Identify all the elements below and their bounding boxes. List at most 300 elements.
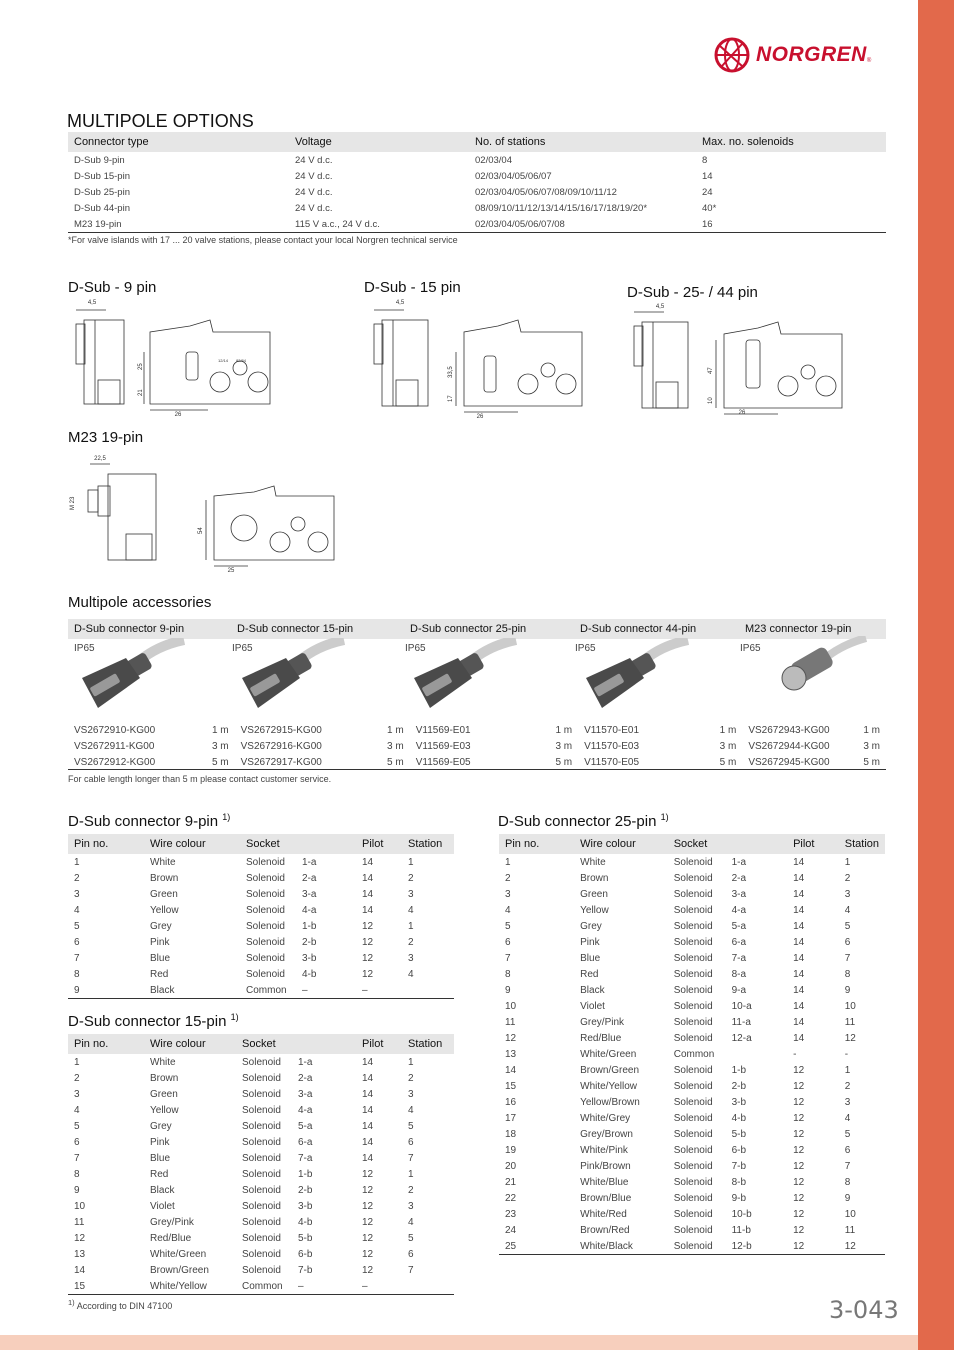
dsub15-dim-c: 17 bbox=[448, 395, 454, 402]
conn15-row-cell: Solenoid bbox=[242, 1056, 281, 1068]
multipole-row-cell: 8 bbox=[702, 154, 708, 166]
conn25-row-cell: 8-b bbox=[731, 1176, 747, 1188]
dsub15-dim-a: 4,5 bbox=[395, 300, 405, 306]
conn15-row-cell: 4-b bbox=[298, 1216, 313, 1228]
m23-dim-d: 25 bbox=[227, 568, 235, 574]
conn25-row-cell: 12 bbox=[793, 1112, 805, 1124]
accessories-order-list bbox=[68, 722, 886, 770]
conn25-row-cell: 8-a bbox=[731, 968, 747, 980]
dsub44-connector-image bbox=[580, 638, 690, 723]
din-footnote bbox=[68, 1298, 172, 1311]
conn25-row-cell: 4-a bbox=[731, 904, 747, 916]
conn9-row-cell: Pink bbox=[150, 936, 170, 948]
col-connector-type: Connector type bbox=[68, 132, 289, 152]
conn25-row-cell: 10-a bbox=[731, 1000, 752, 1012]
conn15-row-cell: Yellow bbox=[150, 1104, 179, 1116]
conn15-row bbox=[68, 1230, 454, 1246]
accessory-order-row bbox=[68, 722, 886, 738]
conn25-row-cell: 8 bbox=[505, 968, 511, 980]
conn9-row bbox=[68, 886, 454, 902]
acc-header-m23: M23 connector 19-pin bbox=[739, 619, 886, 639]
conn25-title-sup: 1) bbox=[660, 812, 669, 822]
conn25-row-cell: White bbox=[580, 856, 606, 868]
conn25-row bbox=[499, 1126, 885, 1142]
accessory-order-code: VS2672943-KG00 bbox=[748, 724, 830, 736]
multipole-options-table bbox=[68, 132, 886, 233]
conn25-row-cell: Solenoid bbox=[673, 1032, 713, 1044]
multipole-row bbox=[68, 152, 886, 168]
conn25-row-cell: 12 bbox=[793, 1224, 805, 1236]
conn25-row-cell: 1-b bbox=[731, 1064, 747, 1076]
accessories-title: Multipole accessories bbox=[68, 594, 212, 611]
multipole-row-cell: 24 V d.c. bbox=[295, 202, 333, 214]
conn25-row-cell: 9 bbox=[844, 984, 851, 996]
conn9-col-socket-id bbox=[296, 834, 356, 854]
conn25-row-cell: 18 bbox=[505, 1128, 517, 1140]
conn9-row-cell: Yellow bbox=[150, 904, 179, 916]
conn9-row-cell: 1-a bbox=[302, 856, 317, 868]
conn9-row bbox=[68, 870, 454, 886]
conn9-row-cell: 4 bbox=[408, 968, 414, 980]
conn25-row-cell: 6 bbox=[844, 936, 851, 948]
conn15-row-cell: 12 bbox=[74, 1232, 86, 1244]
conn9-row-cell: Solenoid bbox=[246, 936, 285, 948]
conn15-row-cell: Green bbox=[150, 1088, 178, 1100]
conn25-row-cell: 5 bbox=[844, 920, 851, 932]
m23-dim-c: 54 bbox=[198, 527, 204, 534]
conn25-row-cell: White/Grey bbox=[580, 1112, 631, 1124]
conn25-row-cell: Red/Blue bbox=[580, 1032, 622, 1044]
conn15-row-cell: 14 bbox=[362, 1056, 374, 1068]
conn25-row-cell: 2-a bbox=[731, 872, 747, 884]
conn15-row-cell: 2 bbox=[408, 1072, 414, 1084]
conn25-row-cell: Solenoid bbox=[673, 952, 713, 964]
accessory-order-code: V11569-E03 bbox=[415, 740, 471, 752]
conn25-row-cell: 14 bbox=[793, 952, 805, 964]
accessory-cable-length: 3 m bbox=[863, 740, 880, 752]
conn25-row-cell: Solenoid bbox=[673, 1080, 713, 1092]
conn9-row-cell: 2-a bbox=[302, 872, 317, 884]
multipole-row-cell: 08/09/10/11/12/13/14/15/16/17/18/19/20* bbox=[475, 202, 648, 214]
conn15-row-cell: 13 bbox=[74, 1248, 86, 1260]
conn15-row-cell: 14 bbox=[362, 1072, 374, 1084]
multipole-row bbox=[68, 200, 886, 216]
conn9-row bbox=[68, 966, 454, 982]
conn25-row-cell: 6 bbox=[844, 1144, 851, 1156]
conn25-col-socket: Socket bbox=[668, 834, 726, 854]
accessory-order-code: VS2672912-KG00 bbox=[74, 756, 156, 768]
side-accent-bar bbox=[918, 0, 954, 1350]
conn15-row-cell: 6-b bbox=[298, 1248, 313, 1260]
conn15-row bbox=[68, 1054, 454, 1070]
conn15-row-cell: 7 bbox=[408, 1264, 414, 1276]
conn25-row-cell: 5-a bbox=[731, 920, 747, 932]
dsub9-port-8284: 82/84 bbox=[236, 358, 247, 363]
brand-name: NORGREN bbox=[756, 43, 867, 66]
conn25-row-cell: Solenoid bbox=[673, 872, 713, 884]
conn9-row-cell: 12 bbox=[362, 968, 374, 980]
conn15-row-cell: 6-a bbox=[298, 1136, 313, 1148]
conn15-row-cell: 12 bbox=[362, 1200, 374, 1212]
conn25-row bbox=[499, 870, 885, 886]
conn15-row-cell: 8 bbox=[74, 1168, 80, 1180]
conn25-row bbox=[499, 1174, 885, 1190]
conn25-row-cell: 3-a bbox=[731, 888, 747, 900]
conn15-row bbox=[68, 1198, 454, 1214]
conn25-row bbox=[499, 1142, 885, 1158]
conn25-row-cell: 12 bbox=[793, 1064, 805, 1076]
conn25-col-station: Station bbox=[839, 834, 885, 854]
conn25-row bbox=[499, 1094, 885, 1110]
drawing-title-dsub9: D-Sub - 9 pin bbox=[68, 279, 157, 296]
conn15-row-cell: 11 bbox=[74, 1216, 85, 1228]
accessory-cable-length: 5 m bbox=[211, 756, 229, 768]
conn25-row-cell: 14 bbox=[793, 984, 805, 996]
multipole-row bbox=[68, 184, 886, 200]
conn25-row-cell: Solenoid bbox=[673, 888, 713, 900]
accessory-cable-length: 3 m bbox=[211, 740, 229, 752]
dsub9-dim-b: 25 bbox=[138, 363, 144, 370]
conn15-row-cell: Red/Blue bbox=[150, 1232, 192, 1244]
conn15-row-cell: Solenoid bbox=[242, 1264, 281, 1276]
multipole-row-cell: 24 bbox=[702, 186, 713, 198]
conn9-row-cell: 3-b bbox=[302, 952, 317, 964]
conn25-row-cell: 7 bbox=[844, 952, 851, 964]
conn25-row-cell: - bbox=[844, 1048, 849, 1060]
conn25-row-cell: 9-a bbox=[731, 984, 747, 996]
conn25-row-cell: 1-a bbox=[731, 856, 747, 868]
conn15-row-cell: Solenoid bbox=[242, 1120, 281, 1132]
conn15-row-cell: Solenoid bbox=[242, 1136, 281, 1148]
dsub25-dim-d: 26 bbox=[738, 410, 746, 416]
conn15-row-cell: 3-b bbox=[298, 1200, 313, 1212]
multipole-row-cell: D-Sub 44-pin bbox=[74, 202, 130, 214]
conn15-row-cell: White bbox=[150, 1056, 176, 1068]
conn9-col-pin: Pin no. bbox=[68, 834, 144, 854]
conn15-row bbox=[68, 1134, 454, 1150]
conn9-row bbox=[68, 902, 454, 918]
conn15-row-cell: 10 bbox=[74, 1200, 86, 1212]
conn25-row bbox=[499, 982, 885, 998]
multipole-row bbox=[68, 168, 886, 184]
conn9-row-cell: Solenoid bbox=[246, 856, 285, 868]
conn15-row-cell: 3-a bbox=[298, 1088, 313, 1100]
accessory-cable-length: 1 m bbox=[719, 724, 737, 736]
conn9-row-cell: 2 bbox=[408, 872, 414, 884]
conn9-row-cell: 3 bbox=[408, 952, 414, 964]
conn25-row-cell: 5 bbox=[505, 920, 511, 932]
accessory-order-code: VS2672945-KG00 bbox=[748, 756, 830, 768]
conn9-row bbox=[68, 950, 454, 966]
conn25-col-wire: Wire colour bbox=[574, 834, 668, 854]
conn15-row-cell: 9 bbox=[74, 1184, 80, 1196]
conn15-row-cell: 12 bbox=[362, 1184, 374, 1196]
m23-dim-a: 22,5 bbox=[94, 456, 106, 462]
conn25-row-cell: 1 bbox=[844, 856, 851, 868]
conn25-row bbox=[499, 1238, 885, 1255]
conn25-row-cell: 14 bbox=[793, 888, 805, 900]
m23-dim-b: M 23 bbox=[70, 496, 76, 510]
multipole-row-cell: 02/03/04/05/06/07/08 bbox=[475, 218, 565, 230]
conn25-row-cell: 7 bbox=[844, 1160, 851, 1172]
conn15-row-cell: – bbox=[362, 1280, 368, 1292]
conn15-row-cell bbox=[402, 1278, 454, 1295]
conn15-row-cell: 5-b bbox=[298, 1232, 313, 1244]
conn9-row bbox=[68, 918, 454, 934]
conn25-row-cell: 12 bbox=[793, 1240, 805, 1252]
conn25-row-cell: 14 bbox=[793, 936, 805, 948]
conn25-row-cell: 7 bbox=[505, 952, 511, 964]
conn25-row bbox=[499, 998, 885, 1014]
conn15-row-cell: 14 bbox=[362, 1152, 374, 1164]
conn15-row-cell: 1 bbox=[408, 1056, 414, 1068]
conn25-row-cell: Blue bbox=[580, 952, 601, 964]
multipole-row-cell: 02/03/04 bbox=[475, 154, 512, 166]
conn9-row-cell: – bbox=[362, 984, 368, 996]
conn25-table bbox=[499, 834, 885, 1255]
accessories-bottom-rule bbox=[68, 769, 886, 770]
conn25-row-cell: Common bbox=[673, 1048, 715, 1060]
dsub25-drawing bbox=[628, 300, 848, 430]
conn15-row-cell: 1 bbox=[408, 1168, 414, 1180]
conn25-row-cell: 4-b bbox=[731, 1112, 747, 1124]
conn25-row-cell: 6 bbox=[505, 936, 511, 948]
conn15-row bbox=[68, 1182, 454, 1198]
conn25-row-cell: 14 bbox=[793, 920, 805, 932]
conn25-row-cell: 12 bbox=[844, 1032, 856, 1044]
conn25-row-cell: 14 bbox=[793, 872, 805, 884]
accessory-cable-length: 3 m bbox=[555, 740, 573, 752]
m23-drawing bbox=[64, 452, 344, 582]
conn25-row-cell: Solenoid bbox=[673, 856, 713, 868]
multipole-row-cell: 02/03/04/05/06/07/08/09/10/11/12 bbox=[475, 186, 617, 198]
dsub9-dim-c: 21 bbox=[138, 389, 144, 396]
conn25-row-cell: 3 bbox=[844, 1096, 851, 1108]
conn25-row-cell: Brown/Blue bbox=[580, 1192, 632, 1204]
conn25-row-cell: 2-b bbox=[731, 1080, 747, 1092]
accessory-order-row bbox=[68, 738, 886, 754]
conn25-row-cell: White/Pink bbox=[580, 1144, 628, 1156]
conn9-row bbox=[68, 934, 454, 950]
conn15-row-cell: 2 bbox=[74, 1072, 80, 1084]
conn15-row-cell: 4 bbox=[408, 1216, 414, 1228]
conn9-col-station: Station bbox=[402, 834, 454, 854]
conn25-row-cell: 16 bbox=[505, 1096, 517, 1108]
conn25-row-cell: 9 bbox=[844, 1192, 851, 1204]
col-voltage: Voltage bbox=[289, 132, 469, 152]
conn25-row-cell: 7-a bbox=[731, 952, 747, 964]
conn25-row bbox=[499, 1030, 885, 1046]
conn25-row bbox=[499, 966, 885, 982]
conn25-row-cell: 2 bbox=[844, 872, 851, 884]
conn15-row-cell: 14 bbox=[362, 1120, 374, 1132]
conn25-row-cell: Yellow/Brown bbox=[580, 1096, 640, 1108]
conn25-row-cell: Solenoid bbox=[673, 1128, 713, 1140]
conn25-row-cell: Solenoid bbox=[673, 1144, 713, 1156]
conn25-col-pin: Pin no. bbox=[499, 834, 574, 854]
conn9-row-cell: Solenoid bbox=[246, 904, 285, 916]
conn25-row-cell: Yellow bbox=[580, 904, 609, 916]
conn15-row-cell: 1-a bbox=[298, 1056, 313, 1068]
conn25-row-cell: 12 bbox=[793, 1176, 805, 1188]
conn25-row-cell: 10 bbox=[844, 1000, 856, 1012]
conn25-row-cell: Solenoid bbox=[673, 1176, 713, 1188]
conn9-row-cell: 9 bbox=[74, 984, 80, 996]
dsub15-dim-d: 26 bbox=[476, 414, 484, 420]
conn25-row bbox=[499, 886, 885, 902]
conn25-row-cell: 21 bbox=[505, 1176, 517, 1188]
conn15-row-cell: Pink bbox=[150, 1136, 170, 1148]
conn9-row bbox=[68, 854, 454, 870]
conn15-col-pin: Pin no. bbox=[68, 1034, 144, 1054]
conn9-row-cell: 3-a bbox=[302, 888, 317, 900]
registered-mark: ® bbox=[866, 58, 872, 64]
conn15-row-cell: Red bbox=[150, 1168, 169, 1180]
conn25-row-cell: 12 bbox=[844, 1240, 856, 1252]
conn15-row-cell: 14 bbox=[74, 1264, 86, 1276]
conn15-row-cell: 5 bbox=[408, 1120, 414, 1132]
conn25-row-cell: Solenoid bbox=[673, 1192, 713, 1204]
conn25-row-cell: Brown/Red bbox=[580, 1224, 630, 1236]
conn15-row-cell: Blue bbox=[150, 1152, 171, 1164]
conn25-row-cell: 14 bbox=[793, 1032, 805, 1044]
accessory-cable-length: 5 m bbox=[863, 756, 880, 768]
conn15-row-cell: White/Yellow bbox=[150, 1280, 207, 1292]
conn25-row-cell: 10-b bbox=[731, 1208, 752, 1220]
conn25-row-cell: 12-a bbox=[731, 1032, 752, 1044]
conn15-row-cell: 7 bbox=[408, 1152, 414, 1164]
conn9-row-cell: 2-b bbox=[302, 936, 317, 948]
conn15-row-cell: 1 bbox=[74, 1056, 80, 1068]
conn9-row-cell: 4-b bbox=[302, 968, 317, 980]
conn9-col-socket: Socket bbox=[240, 834, 296, 854]
conn9-row-cell: 1 bbox=[408, 920, 414, 932]
acc-ip-m23: IP65 bbox=[740, 643, 761, 654]
conn15-row-cell: Solenoid bbox=[242, 1072, 281, 1084]
conn9-row-cell: Red bbox=[150, 968, 169, 980]
conn25-row-cell: 7-b bbox=[731, 1160, 747, 1172]
conn25-row-cell: 4 bbox=[844, 1112, 851, 1124]
conn9-row-cell: 14 bbox=[362, 904, 374, 916]
dsub15-connector-image bbox=[236, 638, 346, 723]
conn15-row-cell: Solenoid bbox=[242, 1232, 281, 1244]
conn25-row bbox=[499, 1110, 885, 1126]
conn25-row-cell: Solenoid bbox=[673, 904, 713, 916]
conn9-row-cell: 2 bbox=[74, 872, 80, 884]
drawing-title-m23: M23 19-pin bbox=[68, 429, 144, 446]
conn15-row-cell: 2 bbox=[408, 1184, 414, 1196]
conn25-row-cell: Black bbox=[580, 984, 605, 996]
conn25-row bbox=[499, 1222, 885, 1238]
accessory-order-code: V11570-E01 bbox=[584, 724, 639, 736]
conn25-row-cell: 3 bbox=[505, 888, 511, 900]
conn15-row-cell: 3 bbox=[408, 1200, 414, 1212]
conn15-title-sup: 1) bbox=[230, 1012, 239, 1022]
conn9-row-cell bbox=[402, 982, 454, 999]
accessory-cable-length: 3 m bbox=[719, 740, 737, 752]
conn15-row-cell: 14 bbox=[362, 1136, 374, 1148]
conn9-row-cell: White bbox=[150, 856, 176, 868]
conn25-row-cell: 1 bbox=[844, 1064, 851, 1076]
conn25-row bbox=[499, 1046, 885, 1062]
conn25-row-cell: 13 bbox=[505, 1048, 517, 1060]
conn25-row bbox=[499, 1014, 885, 1030]
conn25-row-cell: Grey/Brown bbox=[580, 1128, 633, 1140]
conn9-row-cell: 8 bbox=[74, 968, 80, 980]
conn25-row-cell: 11 bbox=[844, 1016, 856, 1028]
conn15-row-cell: 15 bbox=[74, 1280, 86, 1292]
conn15-title-text: D-Sub connector 15-pin bbox=[68, 1013, 227, 1030]
conn25-row-cell: 12 bbox=[793, 1096, 805, 1108]
conn9-row-cell: Blue bbox=[150, 952, 171, 964]
conn9-row-cell: Brown bbox=[150, 872, 179, 884]
conn25-row-cell: Violet bbox=[580, 1000, 605, 1012]
dsub9-port-1214: 12/14 bbox=[218, 358, 229, 363]
conn25-col-pilot: Pilot bbox=[787, 834, 839, 854]
conn9-row-cell: Green bbox=[150, 888, 178, 900]
conn9-row-cell: Solenoid bbox=[246, 872, 285, 884]
conn15-row-cell: Solenoid bbox=[242, 1152, 281, 1164]
conn25-row-cell: Solenoid bbox=[673, 1160, 713, 1172]
conn15-row-cell: White/Green bbox=[150, 1248, 207, 1260]
conn25-row bbox=[499, 1190, 885, 1206]
conn15-row-cell: 12 bbox=[362, 1232, 374, 1244]
accessories-table bbox=[68, 619, 886, 639]
conn9-row-cell: 14 bbox=[362, 872, 374, 884]
multipole-row-cell: D-Sub 25-pin bbox=[74, 186, 130, 198]
conn9-row-cell: Common bbox=[246, 984, 287, 996]
conn15-row bbox=[68, 1246, 454, 1262]
acc-ip-dsub9: IP65 bbox=[74, 643, 95, 654]
conn9-row-cell: 3 bbox=[408, 888, 414, 900]
accessory-order-row bbox=[68, 754, 886, 770]
conn9-title-sup: 1) bbox=[222, 812, 231, 822]
multipole-row-cell: 14 bbox=[702, 170, 713, 182]
norgren-logo bbox=[712, 36, 902, 74]
dsub9-connector-image bbox=[76, 638, 186, 723]
conn25-row-cell bbox=[726, 1046, 787, 1062]
conn25-row-cell: 23 bbox=[505, 1208, 517, 1220]
conn9-row-cell: 2 bbox=[408, 936, 414, 948]
conn9-row-cell: Solenoid bbox=[246, 920, 285, 932]
conn15-row bbox=[68, 1086, 454, 1102]
conn9-row-cell: Black bbox=[150, 984, 175, 996]
conn25-row-cell: 2 bbox=[844, 1080, 851, 1092]
conn15-row bbox=[68, 1214, 454, 1230]
conn25-row bbox=[499, 1062, 885, 1078]
conn15-col-wire: Wire colour bbox=[144, 1034, 236, 1054]
conn25-row-cell: 12 bbox=[793, 1160, 805, 1172]
conn25-row-cell: 3-b bbox=[731, 1096, 747, 1108]
conn25-row-cell: 12 bbox=[793, 1144, 805, 1156]
accessory-order-code: VS2672944-KG00 bbox=[748, 740, 830, 752]
conn25-row-cell: Solenoid bbox=[673, 1112, 713, 1124]
conn15-row-cell: 5 bbox=[408, 1232, 414, 1244]
accessory-order-code: VS2672910-KG00 bbox=[74, 724, 156, 736]
conn25-row-cell: 6-a bbox=[731, 936, 747, 948]
conn15-row-cell: 12 bbox=[362, 1216, 374, 1228]
conn25-row-cell: Pink bbox=[580, 936, 600, 948]
conn15-row-cell: 3 bbox=[408, 1088, 414, 1100]
acc-ip-dsub44: IP65 bbox=[575, 643, 596, 654]
conn9-row-cell: Solenoid bbox=[246, 888, 285, 900]
conn25-row-cell: White/Green bbox=[580, 1048, 637, 1060]
conn25-row-cell: - bbox=[793, 1048, 797, 1060]
conn25-title-text: D-Sub connector 25-pin bbox=[498, 813, 657, 830]
conn15-row-cell: 7-a bbox=[298, 1152, 313, 1164]
conn25-row bbox=[499, 1206, 885, 1222]
conn25-row-cell: Solenoid bbox=[673, 1208, 713, 1220]
